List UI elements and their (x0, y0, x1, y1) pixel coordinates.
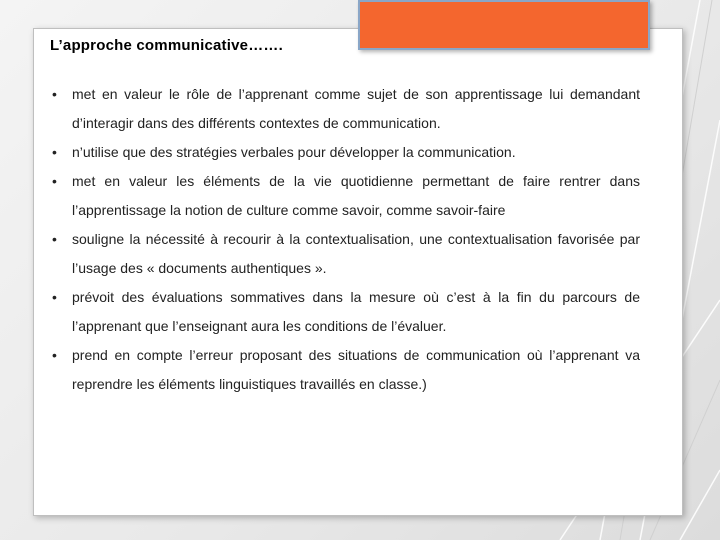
accent-box (358, 0, 650, 50)
bullet-text: prévoit des évaluations sommatives dans la mesure où c’est à la fin du parcours de l’apprenant que l’enseignant aura les conditions de l’évaluer. (72, 289, 640, 334)
bullet-item (52, 225, 640, 283)
bullet-item (52, 80, 640, 138)
bullet-text: n’utilise que des stratégies verbales pour développer la communication. (72, 144, 516, 160)
bullet-text: met en valeur les éléments de la vie quotidienne permettant de faire rentrer dans l’apprentissage la notion de culture comme savoir, comme savoir-faire (72, 173, 640, 218)
bullet-marker: • (52, 144, 57, 160)
bullet-marker: • (52, 86, 57, 102)
bullet-text: souligne la nécessité à recourir à la contextualisation, une contextualisation favorisée par l’usage des « documents authentiques ». (72, 231, 640, 276)
bullet-marker: • (52, 173, 57, 189)
bullet-marker: • (52, 347, 57, 363)
bullet-marker: • (52, 289, 57, 305)
bullet-text: met en valeur le rôle de l’apprenant comme sujet de son apprentissage lui demandant d’interagir dans des différents contextes de communication. (72, 86, 640, 131)
slide-title: L’approche communicative……. (50, 37, 283, 54)
bullet-item (52, 138, 640, 167)
bullet-item (52, 283, 640, 341)
bullet-item (52, 167, 640, 225)
bullet-item (52, 341, 640, 399)
bullet-marker: • (52, 231, 57, 247)
bullet-list (52, 80, 640, 399)
bullet-text: prend en compte l’erreur proposant des situations de communication où l’apprenant va reprendre les éléments linguistiques travaillés en classe.) (72, 347, 640, 392)
